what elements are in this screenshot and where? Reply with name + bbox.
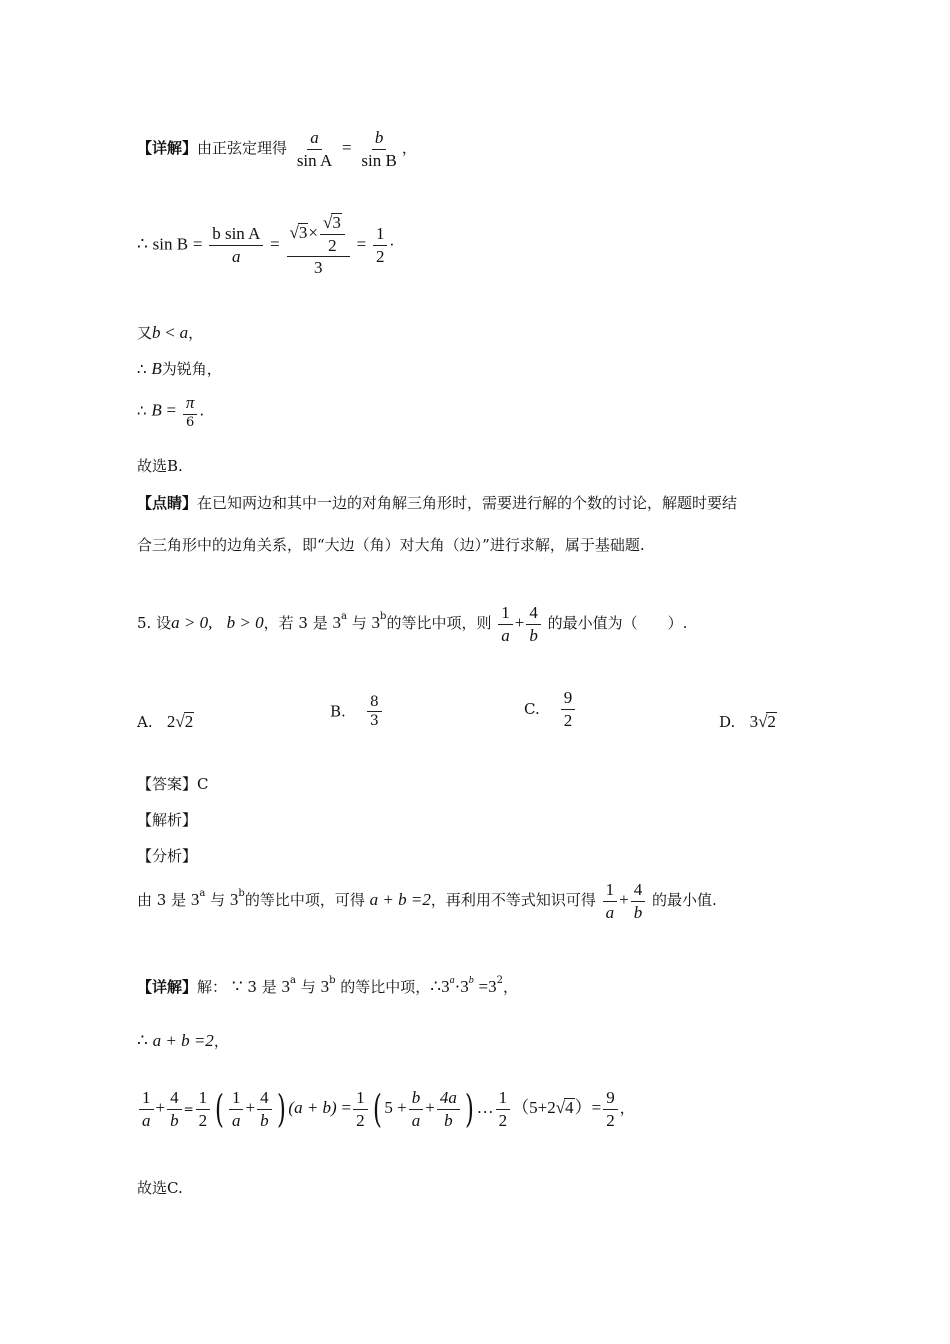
comment-line-2: 合三角形中的边角关系，即“大边（角）对大角（边）”进行求解，属于基础题. xyxy=(137,536,645,554)
fraction-b-over-sinB: $\frac{b}{\text{sin B}}$ xyxy=(361,128,397,170)
sinB-calc-line: ∴ sin B = $\frac{\text{b sin A}}{a}$ = √3× $\frac{√3}{2}$ 3 = $\frac{1}{2}$ · xyxy=(137,213,395,278)
comment-line-1: 【点睛】在已知两边和其中一边的对角解三角形时，需要进行解的个数的讨论，解题时要结 xyxy=(137,494,738,512)
fraction-4-over-b: $\frac{4}{b}$ xyxy=(631,880,646,922)
comment-label: 【点睛】 xyxy=(137,494,198,512)
fraction-4-over-b: $\frac{4}{b}$ xyxy=(526,603,541,645)
option-B[interactable]: B. $\frac{8}{3}$ xyxy=(330,694,384,729)
fenxi-line: 由 3 是 3$^a$ 与 3$^b$的等比中项，可得 a + b =2，再利用不等式知识可得 $\frac{1}{a}$ + $\frac{4}{b}$ 的最小值. xyxy=(137,880,717,922)
option-C[interactable]: C. $\frac{9}{2}$ xyxy=(524,688,577,730)
detail2-line: 【详解】解： ∵ 3 是 3$^a$ 与 3$^b$ 的等比中项，$\therefore 3^a\cdot 3^b =3^2$， xyxy=(137,975,519,996)
answer-label: 【答案】C xyxy=(137,775,209,793)
fraction-a-over-sinA: $\frac{a}{\text{sin A}}$ xyxy=(296,128,333,170)
acute-line: ∴ B为锐角， xyxy=(137,359,222,378)
fraction-compound: √3× $\frac{√3}{2}$ 3 xyxy=(287,213,350,278)
final-derivation: $\frac{1}{a}$ + $\frac{4}{b}$ = $\frac{1}{2}$ ( $\frac{1}{a}$ + $\frac{4}{b}$ ) (a + b) = $\frac{1}{2}$ ( 5 + $\frac{b}{a}$ + $\frac{4a}{b}$ ) … $\frac{1}{2}$ （5+2√4）= $\frac{9}{2}$ ， xyxy=(137,1088,635,1130)
choose-C: 故选C. xyxy=(137,1179,183,1197)
b-lt-a-line: 又b < a， xyxy=(137,323,204,342)
fraction-pi-over-6: $\frac{\pi}{6}$ xyxy=(183,393,198,430)
fenxi-label: 【分析】 xyxy=(137,847,198,865)
option-A[interactable]: A. 2√2 xyxy=(137,712,194,731)
fraction-one-half: $\frac{1}{2}$ xyxy=(373,224,388,266)
B-value-line: ∴ B = $\frac{\pi}{6}$ . xyxy=(137,393,205,430)
detail-line: 【详解】由正弦定理得 $\frac{a}{\text{sin A}}$ = $\frac{b}{\text{sin B}}$ ， xyxy=(137,128,417,170)
fraction-bsinA-over-a: $\frac{\text{b sin A}}{a}$ xyxy=(209,224,263,266)
sum-line: ∴ a + b =2， xyxy=(137,1031,229,1050)
fraction-1-over-a: $\frac{1}{a}$ xyxy=(498,603,513,645)
sinB-lhs: sin B xyxy=(152,234,189,254)
detail-text: 由正弦定理得 xyxy=(197,139,288,158)
fraction-1-over-a: $\frac{1}{a}$ xyxy=(603,880,618,922)
choose-B: 故选B. xyxy=(137,457,183,475)
option-D[interactable]: D. 3√2 xyxy=(719,712,776,731)
analysis-label: 【解析】 xyxy=(137,811,198,829)
detail-label: 【详解】 xyxy=(137,139,198,158)
question-5: 5. 设a > 0, b > 0，若 3 是 3$^a$ 与 3$^b$的等比中项，则 $\frac{1}{a}$ + $\frac{4}{b}$ 的最小值为（ ）. xyxy=(137,603,688,645)
